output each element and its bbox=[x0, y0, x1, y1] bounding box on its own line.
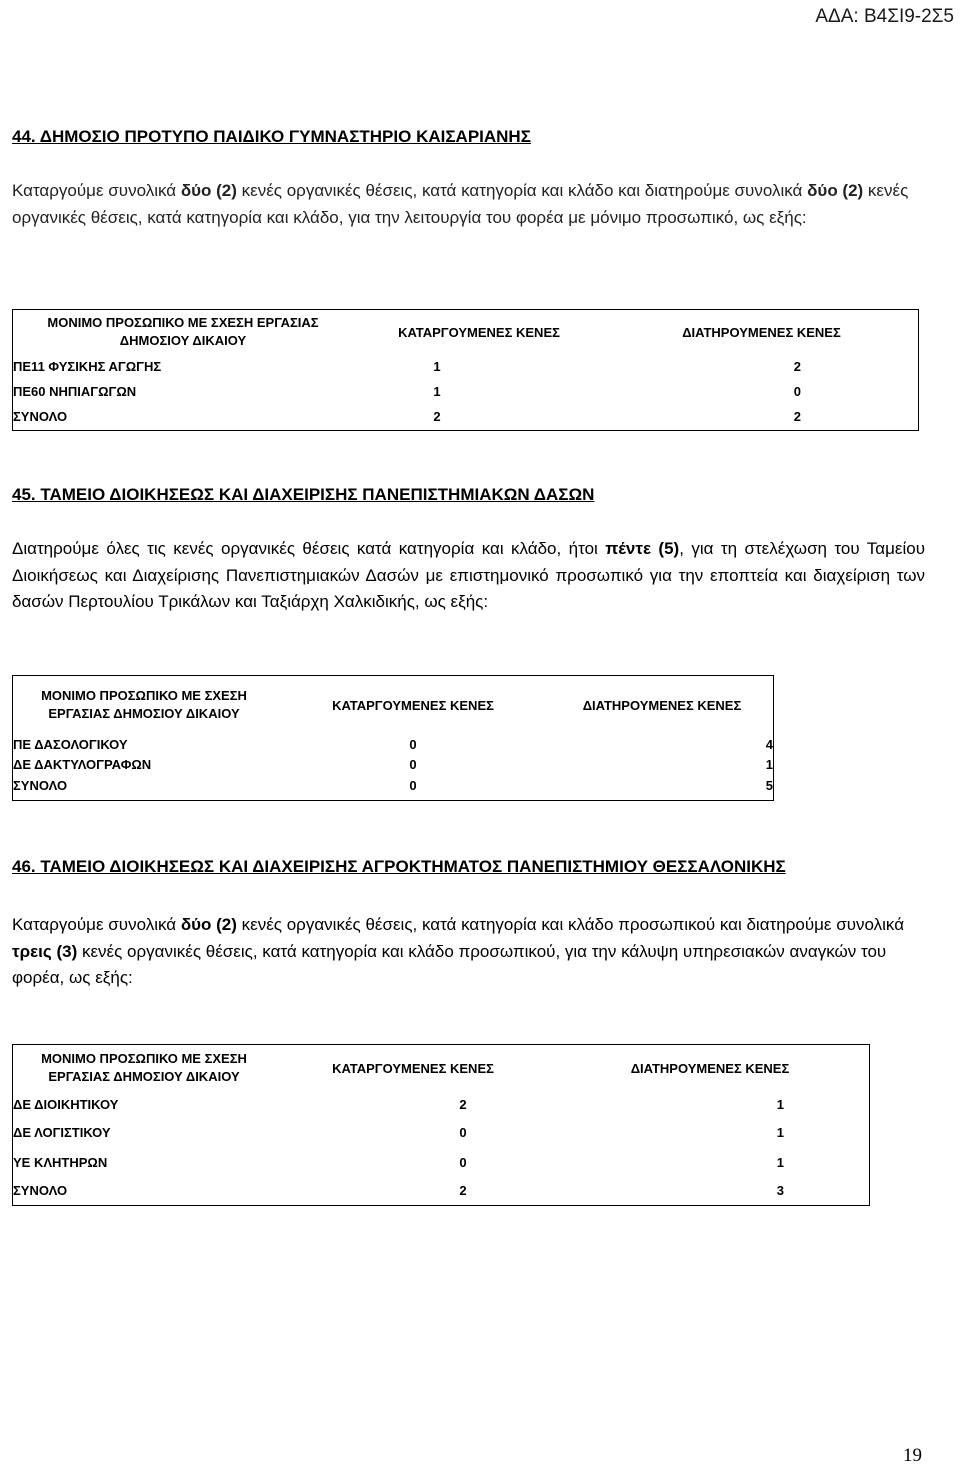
table-header: ΜΟΝΙΜΟ ΠΡΟΣΩΠΙΚΟ ΜΕ ΣΧΕΣΗ ΕΡΓΑΣΙΑΣ ΔΗΜΟΣΙΟΥ ΔΙΚΑΙΟΥ ΚΑΤΑΡΓΟΥΜΕΝΕΣ ΚΕΝΕΣ ΔΙΑΤΗΡΟΥΜΕΝΕΣ ΚΕΝΕΣ bbox=[41, 688, 742, 721]
table-row: ΔΕ ΛΟΓΙΣΤΙΚΟΥ 0 1 bbox=[13, 1124, 784, 1140]
section-45-title: 45. ΤΑΜΕΙΟ ΔΙΟΙΚΗΣΕΩΣ ΚΑΙ ΔΙΑΧΕΙΡΙΣΗΣ ΠΑΝΕΠΙΣΤΗΜΙΑΚΩΝ ΔΑΣΩΝ bbox=[12, 485, 595, 504]
table-row: ΥΕ ΚΛΗΤΗΡΩΝ 0 1 bbox=[13, 1154, 784, 1170]
page-number: 19 bbox=[903, 1445, 922, 1466]
table-row: ΠΕ60 ΝΗΠΙΑΓΩΓΩΝ 1 0 bbox=[13, 384, 801, 399]
table-row: ΔΕ ΔΑΚΤΥΛΟΓΡΑΦΩΝ 0 1 bbox=[13, 756, 773, 772]
table-row-total: ΣΥΝΟΛΟ 2 3 bbox=[13, 1182, 784, 1198]
table-row: ΔΕ ΔΙΟΙΚΗΤΙΚΟΥ 2 1 bbox=[13, 1096, 784, 1112]
section-46-paragraph: Καταργούμε συνολικά δύο (2) κενές οργανικές θέσεις, κατά κατηγορία και κλάδο προσωπικού και διατηρούμε συνολικά τρεις (3) κενές οργανικές θέσεις, κατά κατηγορία και κλάδο προσωπικού, για την κάλυψη υπηρεσιακών αναγκών του φορέα, ως εξής: bbox=[12, 915, 905, 987]
section-46-title: 46. ΤΑΜΕΙΟ ΔΙΟΙΚΗΣΕΩΣ ΚΑΙ ΔΙΑΧΕΙΡΙΣΗΣ ΑΓΡΟΚΤΗΜΑΤΟΣ ΠΑΝΕΠΙΣΤΗΜΙΟΥ ΘΕΣΣΑΛΟΝΙΚΗΣ bbox=[12, 857, 786, 876]
table-row-total: ΣΥΝΟΛΟ 2 2 bbox=[13, 409, 801, 424]
table-44 bbox=[12, 309, 919, 431]
table-46 bbox=[12, 1044, 870, 1206]
ada-code: ΑΔΑ: Β4ΣΙ9-2Σ5 bbox=[815, 6, 954, 27]
table-row: ΠΕ11 ΦΥΣΙΚΗΣ ΑΓΩΓΗΣ 1 2 bbox=[13, 359, 801, 374]
section-44-paragraph: Καταργούμε συνολικά δύο (2) κενές οργανικές θέσεις, κατά κατηγορία και κλάδο και διατηρούμε συνολικά δύο (2) κενές οργανικές θέσεις, κατά κατηγορία και κλάδο, για την λειτουργία του φορέα με μόνιμο προσωπικό, ως εξής: bbox=[12, 181, 909, 227]
section-45-paragraph: Διατηρούμε όλες τις κενές οργανικές θέσεις κατά κατηγορία και κλάδο, ήτοι πέντε (5), για τη στελέχωση του Ταμείου Διοικήσεως και Διαχείρισης Πανεπιστημιακών Δασών με επιστημονικό προσωπικό για την εποπτεία και διαχείριση των δασών Περτουλίου Τρικάλων και Ταξιάρχη Χαλκιδικής, ως εξής: bbox=[12, 539, 926, 611]
table-row: ΠΕ ΔΑΣΟΛΟΓΙΚΟΥ 0 4 bbox=[13, 736, 773, 752]
table-header: ΜΟΝΙΜΟ ΠΡΟΣΩΠΙΚΟ ΜΕ ΣΧΕΣΗ ΕΡΓΑΣΙΑΣ ΔΗΜΟΣΙΟΥ ΔΙΚΑΙΟΥ ΚΑΤΑΡΓΟΥΜΕΝΕΣ ΚΕΝΕΣ ΔΙΑΤΗΡΟΥΜΕΝΕΣ ΚΕΝΕΣ bbox=[41, 1051, 790, 1084]
table-header: ΜΟΝΙΜΟ ΠΡΟΣΩΠΙΚΟ ΜΕ ΣΧΕΣΗ ΕΡΓΑΣΙΑΣ ΔΗΜΟΣΙΟΥ ΔΙΚΑΙΟΥ ΚΑΤΑΡΓΟΥΜΕΝΕΣ ΚΕΝΕΣ ΔΙΑΤΗΡΟΥΜΕΝΕΣ ΚΕΝΕΣ bbox=[47, 315, 841, 348]
table-45 bbox=[12, 675, 774, 801]
section-44-title: 44. ΔΗΜΟΣΙΟ ΠΡΟΤΥΠΟ ΠΑΙΔΙΚΟ ΓΥΜΝΑΣΤΗΡΙΟ ΚΑΙΣΑΡΙΑΝΗΣ bbox=[12, 127, 531, 146]
table-row-total: ΣΥΝΟΛΟ 0 5 bbox=[13, 777, 773, 793]
